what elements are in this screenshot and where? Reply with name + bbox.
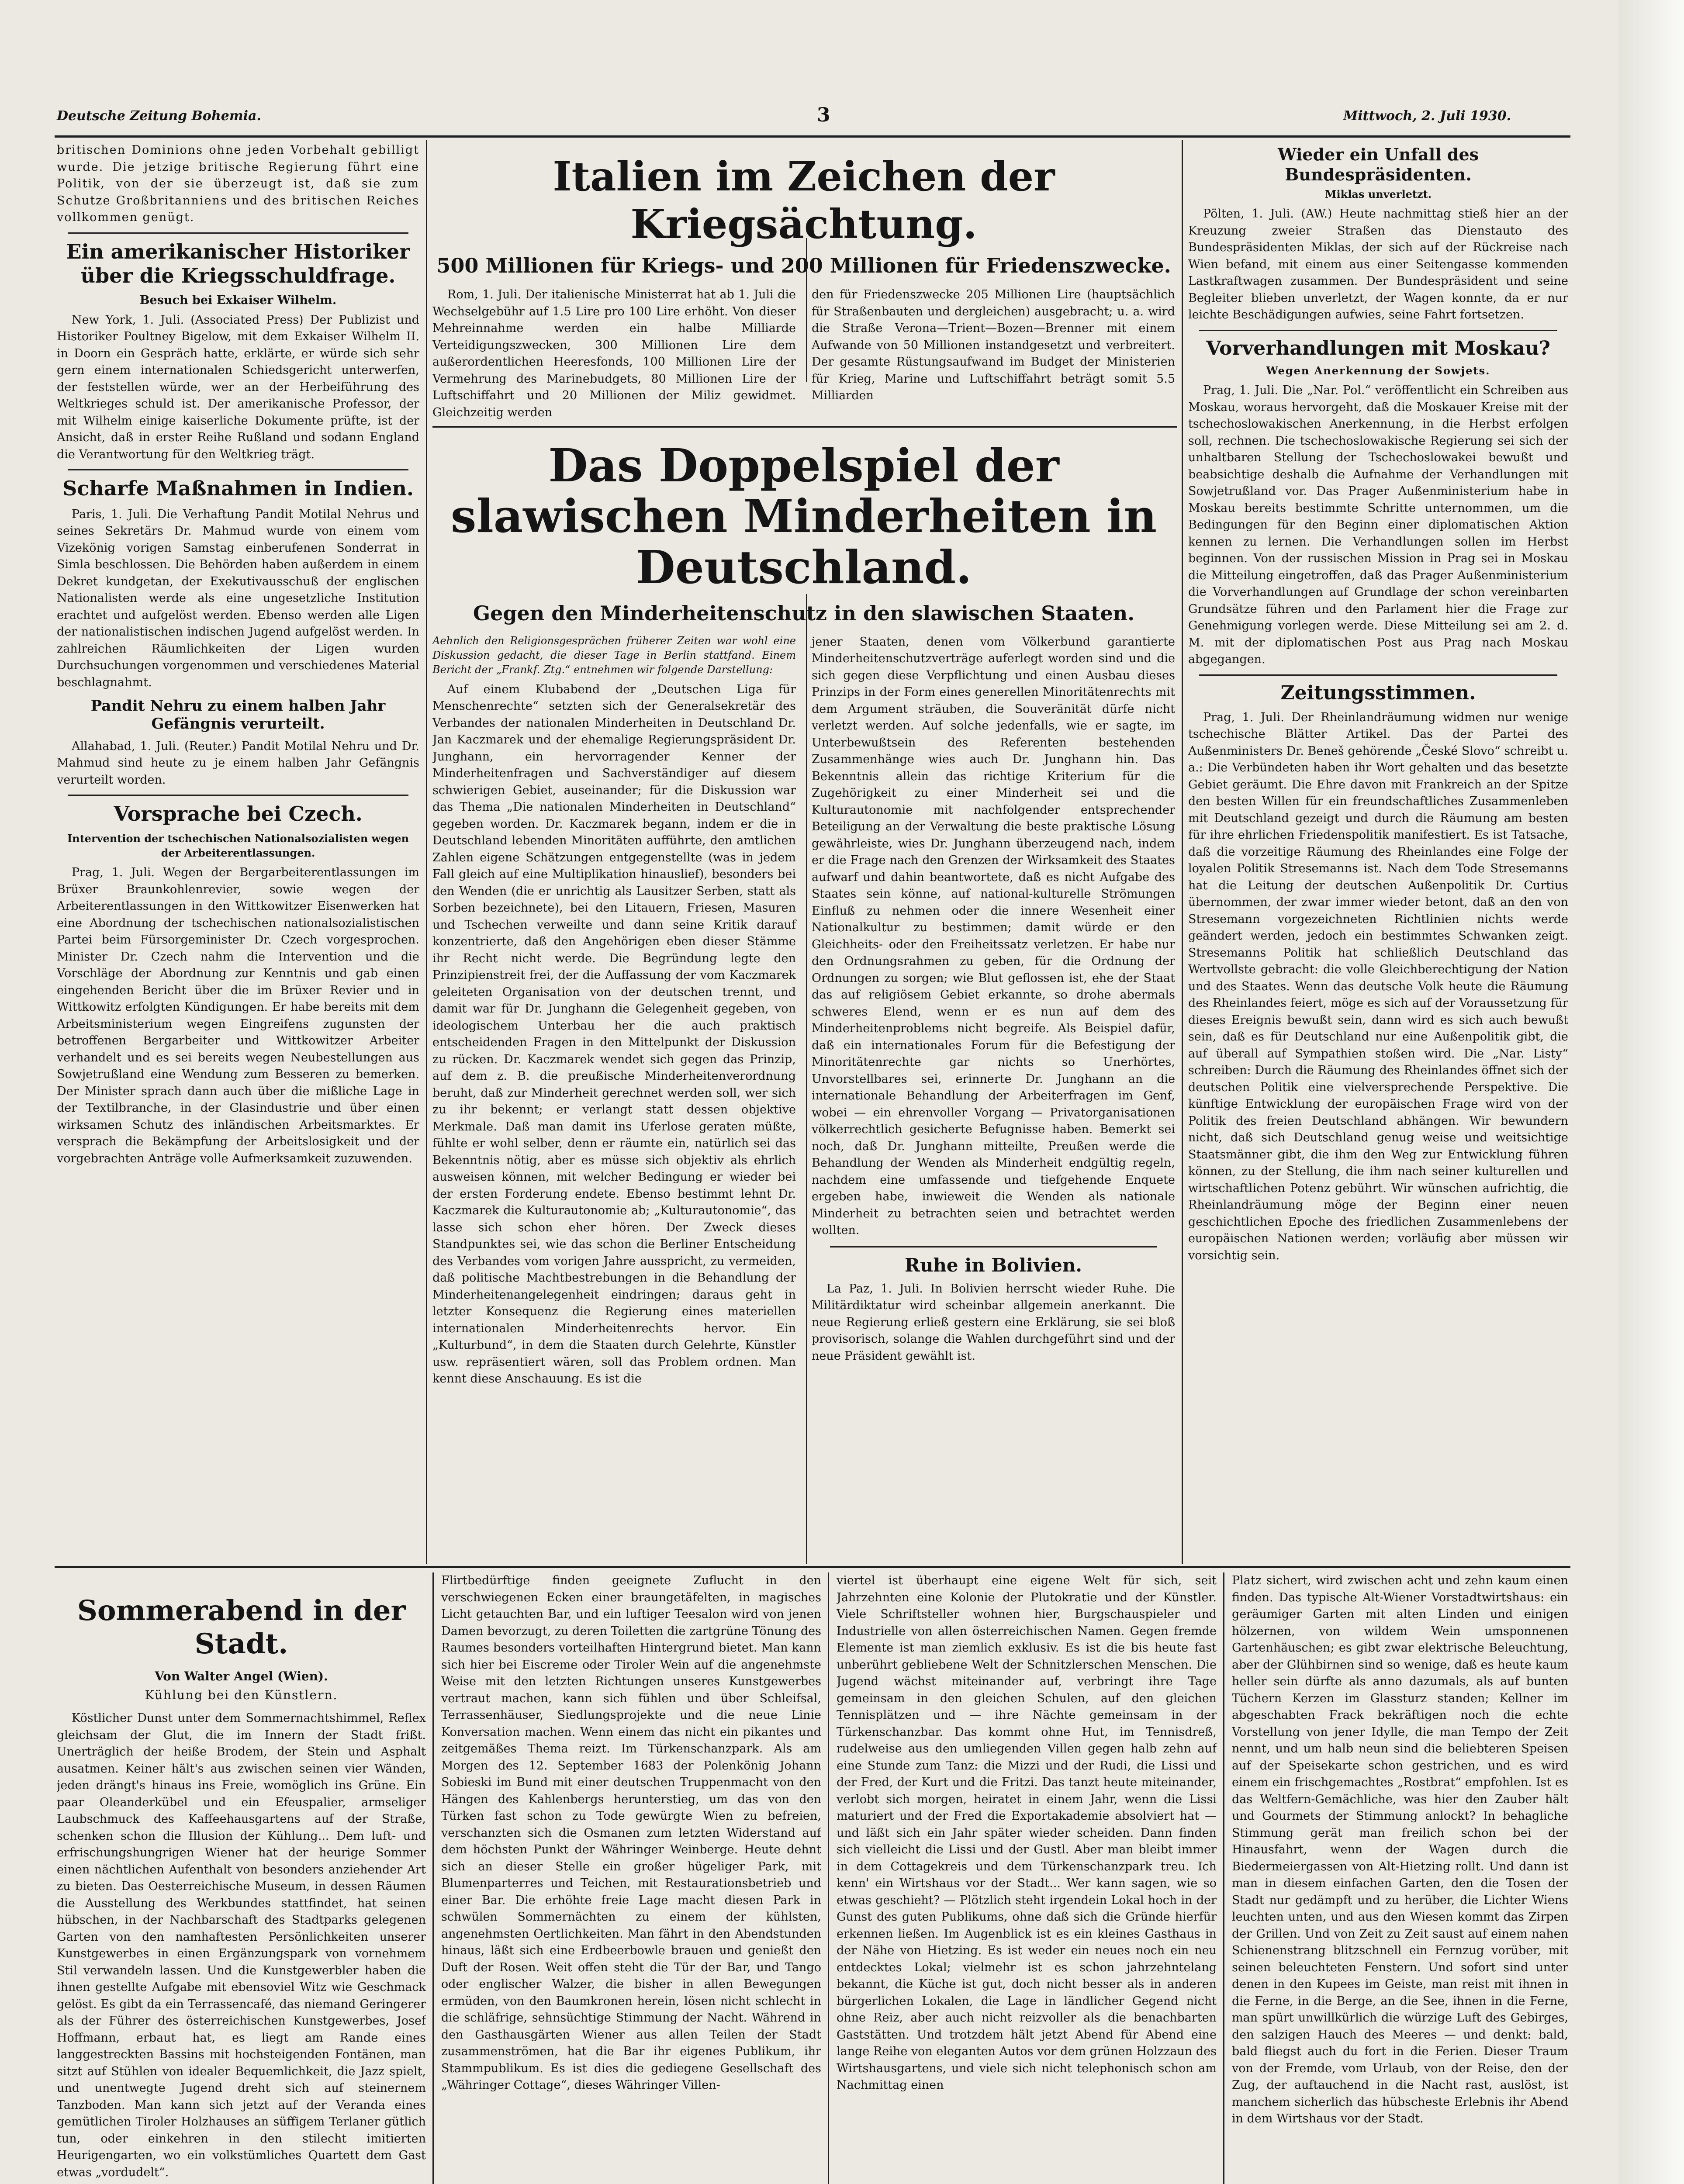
- slavic-text-right: jener Staaten, denen vom Völkerbund garantierte Minderheitenschutzverträge auferlegt worden sind und die sich gegen diese Verpflichtung und einen Ausbau dieses Prinzips in der Form eines generellen Minoritätenrechts mit dem Argument sträuben, die Souveränität dürfe nicht verletzt werden. Auf solche jedenfalls, wie er sagte, im Unterbewußtsein des Referenten bestehenden Zusammenhänge wies auch Dr. Junghann hin. Das Bekenntnis allein das richtige Kriterium für die Zugehörigkeit zu einer Minderheit sei und die Kulturautonomie mit nachfolgender entsprechender Beteiligung an der Verwaltung die beste praktische Lösung gewährleiste, wies Dr. Junghann überzeugend nach, indem er die Frage nach den Grenzen der Wirksamkeit des Staates aufwarf und dahin beantwortete, daß es nicht Aufgabe des Staates sein könne, auf national-kulturelle Strömungen Einfluß zu nehmen oder die innere Wesenheit einer Nationalkultur zu bestimmen; damit würde er den Gleichheits- oder den Freiheitssatz verletzen. Er habe nur den Ordnungsrahmen zu geben, für die Ordnung der Ordnungen zu sorgen; wie Blut geflossen ist, ehe der Staat das auf religiösem Gebiet erkannte, so drohe abermals schweres Elend, wenn er es nun auf dem des Minderheitenproblems nicht begreife. Als Beispiel dafür, daß ein internationales Forum für die Befestigung der Minoritätenrechte gar nichts so Unerhörtes, Unvorstellbares sei, erinnerte Dr. Junghann an die internationale Behandlung der Arbeiterfragen im Genf, wobei — ein ehrenvoller Vorgang — Privatorganisationen völkerrechtlich gesicherte Befugnisse haben. Bemerkt sei noch, daß Dr. Junghann mitteilte, Preußen werde die Behandlung der Wenden als Minderheit endgültig regeln, nachdem eine umfassende und tiefgehende Enquete ergeben habe, inwieweit die Wenden als nationale Minderheit zu betrachten seien und betrachtet werden wollten.: [812, 635, 1175, 1237]
- feuilleton-text-4: Platz sichert, wird zwischen acht und zehn kaum einen finden. Das typische Alt-Wiener Vorstadtwirtshaus: ein geräumiger Garten mit alten Linden und einigen hölzernen, von wildem Wein umsponnenen Gartenhäuschen; es gibt zwar elektrische Beleuchtung, aber der Glühbirnen sind so wenige, daß es heute kaum heller sein dürfte als anno dazumals, als auf bunten Tüchern Kerzen im Glassturz standen; Kellner im abgeschabten Frack bekräftigen noch die echte Vorstellung von jener Idylle, die man Tempo der Zeit nennt, und um halb neun sind die beliebteren Speisen auf der Speisekarte schon gestrichen, und es wird einem ein frischgemachtes „Rostbrat“ empfohlen. Ist es das Weltfern-Gemächliche, was hier den Zauber hält und Gourmets der Stimmung anlockt? In behagliche Stimmung gerät man freilich schon bei der Hinausfahrt, wenn der Wagen durch die Biedermeiergassen von Alt-Hietzing rollt. Und dann ist man in diesem einfachen Garten, den die Tosen der Stadt nur gedämpft und zu herüber, die Lichter Wiens leuchten unten, und aus den Wiesen kommt das Zirpen der Grillen. Und von Zeit zu Zeit saust auf einem nahen Schienenstrang blitzschnell ein Fernzug vorüber, mit seinen beleuchteten Fenstern. Und sofort sind unter denen in den Kupees im Geiste, man reist mit ihnen in die Ferne, in die Berge, an die See, ihnen in die Ferne, man spürt unwillkürlich die würzige Luft des Gebirges, den salzigen Hauch des Meeres — und denkt: bald, bald fliegst auch du fort in die Ferien. Dieser Traum von der Fremde, vom Urlaub, von der Reise, den der Zug, der auftauchend in die Nacht rast, auslöst, ist manchem sicherlich das hübscheste Erlebnis ihr Abend in dem Wirtshaus vor der Stadt.: [1232, 1574, 1568, 2125]
- column-rule: [1182, 140, 1183, 1564]
- feuilleton-title: Sommerabend in der Stadt.: [77, 1594, 406, 1660]
- headline-nehru: Pandit Nehru zu einem halben Jahr Gefängnis verurteilt.: [90, 697, 386, 733]
- separator: [68, 795, 408, 796]
- separator: [68, 469, 408, 470]
- feuilleton-author: Von Walter Angel (Wien).: [155, 1669, 328, 1684]
- article-bolivia: La Paz, 1. Juli. In Bolivien herrscht wieder Ruhe. Die Militärdiktatur wird scheinbar allgemein anerkannt. Die neue Regierung erließ gestern eine Erklärung, sie sei bloß provisorisch, solange die Wahlen durchgeführt sind und der neue Präsident gewählt ist.: [812, 1282, 1175, 1363]
- article-press-voices: Prag, 1. Juli. Der Rheinlandräumung widmen nur wenige tschechische Blätter Artikel. Das der Partei des Außenministers Dr. Beneš gehörende „České Slovo“ schreibt u. a.: Die Verbündeten haben ihr Wort gehalten und das besetzte Gebiet geräumt. Die Ehre davon mit Frankreich an der Spitze den besten Willen für ein freundschaftliches Zusammenleben mit Deutschland gezeigt und durch die Räumung am besten für ihre ehrlichen Friedenspolitik manifestiert. Es ist Tatsache, daß die vorzeitige Räumung des Rheinlandes eine Folge der loyalen Politik Stresemanns ist. Nach dem Tode Stresemanns hat die Leitung der deutschen Außenpolitik Dr. Curtius übernommen, der zwar immer wieder betont, daß an den von Stresemann vorgezeichneten Richtlinien nichts werde geändert werden, jedoch ein bestimmtes Schwanken zeigt. Stresemanns Politik hat schließlich Deutschland das Wertvollste gebracht: die volle Gleichberechtigung der Nation und des Staates. Wenn das deutsche Volk heute die Räumung des Rheinlandes feiert, möge es sich auf der Voraussetzung für dieses Ereignis bewußt sein, dann wird es sich auch bewußt sein, daß es für Deutschland nur eine Außenpolitik gibt, die auf überall auf Sympathien stoßen wird. Die „Nar. Listy“ schreiben: Durch die Räumung des Rheinlandes öffnet sich der deutschen Politik eine vielversprechende Perspektive. Die künftige Entwicklung der europäischen Frage wird von der Politik des freien Deutschland abhängen. Wir bewundern nicht, daß sich Deutschland genug weise und weitsichtige Staatsmänner gibt, die ihm den Weg zur Entwicklung führen können, zu der Stellung, die ihm nach seiner kulturellen und wirtschaftlichen Potenz gebührt. Wir wünschen aufrichtig, die Rheinlandräumung möge der Beginn einer neuen geschichtlichen Epoche des friedlichen Zusammenlebens der europäischen Nationen werden; vorläufig aber müssen wir vorsichtig sein.: [1188, 710, 1568, 1262]
- column-rule: [1223, 1572, 1224, 2184]
- headline-historian: Ein amerikanischer Historiker über die Kriegsschuldfrage.: [66, 239, 410, 287]
- page-number: 3: [817, 104, 830, 126]
- italy-columns: [432, 287, 1175, 425]
- column-rule: [828, 1572, 829, 2184]
- feuilleton-subtitle: Kühlung bei den Künstlern.: [145, 1688, 338, 1703]
- slavic-right-column: [812, 634, 1175, 1391]
- slavic-columns: [432, 634, 1175, 1391]
- subhead-accident: Miklas unverletzt.: [1324, 188, 1432, 201]
- slavic-text-left: Auf einem Klubabend der „Deutschen Liga für Menschenrechte“ setzten sich der Generalsekretär des Verbandes der nationalen Minderheiten in Deutschland Dr. Jan Kaczmarek und der ehemalige Regierungspräsident Dr. Junghann, ein hervorragender Kenner der Minderheitenfragen und Sachverständiger auf diesem schwierigen Gebiet, auseinander; für die Diskussion war das Thema „Die nationalen Minderheiten in Deutschland“ gegeben worden. Dr. Kaczmarek begann, indem er die in Deutschland lebenden Minoritäten aufführte, den amtlichen Zahlen eigene Schätzungen entgegenstellte (was in jedem Fall gleich auf eine Multiplikation hinauslief), besonders bei den Wenden (die er unrichtig als Lausitzer Serben, statt als Sorben bezeichnete), bei den Litauern, Friesen, Masuren und Tschechen verweilte und dann seine Kritik darauf konzentrierte, daß den Angehörigen eben dieser Stämme ihr Recht nicht werde. Die Begründung legte den Prinzipienstreit frei, der die Auffassung der vom Kaczmarek geleiteten Organisation von der deutschen trennt, und damit war für Dr. Junghann die Gelegenheit gegeben, von ideologischem Unterbau her die auch praktisch entscheidenden Fragen in den Mittelpunkt der Diskussion zu rücken. Dr. Kaczmarek wendet sich gegen das Prinzip, auf dem z. B. die preußische Minderheitenverordnung beruht, daß zur Minderheit gerechnet werden soll, wer sich zu ihr bekennt; er verlangt statt dessen objektive Merkmale. Daß man damit ins Uferlose geraten müßte, fühlte er wohl selber, denn er räumte ein, natürlich sei das Bekenntnis nötig, aber es müsse sich objektiv als ehrlich ausweisen können, mit welcher Bedingung er wieder bei der ersten Forderung endete. Ebenso bestimmt lehnt Dr. Kaczmarek die Kulturautonomie ab; „Kulturautonomie“, das lasse sich schon eher hören. Der Zweck dieses Standpunktes sei, wie das schon die Berliner Entscheidung des Verbandes vom vorigen Jahre ausspricht, zu vermeiden, daß politische Machtbestrebungen in die Behandlung der Minderheitenangelegenheit eindringen; daraus geht in letzter Konsequenz die Regierung eines materiellen internationalen Minderheitenrechts hervor. Ein „Kulturbund“, in dem die Staaten durch Gelehrte, Künstler usw. repräsentiert wären, soll das Problem ordnen. Man kennt diese Anschauung. Es ist die: [432, 682, 796, 1386]
- subhead-moscow: Wegen Anerkennung der Sowjets.: [1266, 364, 1490, 377]
- column-left: [57, 142, 419, 1564]
- masthead-paper-name: Deutsche Zeitung Bohemia.: [57, 108, 261, 124]
- article-slavic-minorities: [432, 432, 1175, 1564]
- column-rule: [426, 140, 427, 1564]
- feuilleton-column-4: [1232, 1572, 1568, 2184]
- masthead-date: Mittwoch, 2. Juli 1930.: [1343, 108, 1511, 124]
- article-continuation: britischen Dominions ohne jeden Vorbehalt gebilligt wurde. Die jetzige britische Regierung führt eine Politik, von der sie überzeugt ist, daß sie zum Schutze Großbritanniens und des britischen Reiches vollkommen genügt.: [57, 143, 419, 224]
- feuilleton-column-3: [837, 1572, 1217, 2184]
- subhead-slavic: Gegen den Minderheitenschutz in den slawischen Staaten.: [473, 601, 1135, 625]
- separator: [830, 1246, 1157, 1248]
- article-italy: [432, 142, 1175, 448]
- article-india: Paris, 1. Juli. Die Verhaftung Pandit Motilal Nehrus und seines Sekretärs Dr. Mahmud wurde von einem vom Vizekönig vorigen Samstag einberufenen Sonderrat in Simla beschlossen. Die Behörden haben außerdem in einem Dekret kundgetan, der Exekutivausschuß der englischen Nationalisten werde als eine ungesetzliche Institution erachtet und aufgelöst werden. Ebenso werden alle Ligen der nationalistischen indischen Jugend aufgelöst werden. In zahlreichen Räumlichkeiten der Ligen wurden Durchsuchungen vorgenommen und verschiedenes Material beschlagnahmt.: [57, 507, 419, 689]
- feuilleton-rule: [55, 1566, 1570, 1568]
- headline-bolivia: Ruhe in Bolivien.: [904, 1254, 1082, 1276]
- headline-moscow: Vorverhandlungen mit Moskau?: [1206, 337, 1550, 359]
- separator: [432, 426, 1177, 428]
- headline-czech: Vorsprache bei Czech.: [114, 802, 363, 826]
- italy-text-right: den für Friedenszwecke 205 Millionen Lire (hauptsächlich für Straßenbauten und dergleichen) ausgebracht; u. a. wird die Straße Verona—Trient—Bozen—Brenner mit einem Aufwande von 50 Millionen instandgesetzt und verbreitert. Der gesamte Rüstungsaufwand im Budget der Ministerien für Krieg, Marine und Luftschiffahrt beträgt somit 5.5 Milliarden: [812, 288, 1175, 403]
- article-accident: Pölten, 1. Juli. (AW.) Heute nachmittag stieß hier an der Kreuzung zweier Straßen das Dienstauto des Bundespräsidenten Miklas, der sich auf der Rückreise nach Wien befand, mit einem aus einer Seitengasse kommenden Lastkraftwagen zusammen. Der Bundespräsident und seine Begleiter blieben unverletzt, der Wagen konnte, da er nur leichte Beschädigungen aufwies, seine Fahrt fortsetzen.: [1188, 207, 1568, 322]
- article-moscow: Prag, 1. Juli. Die „Nar. Pol.“ veröffentlicht ein Schreiben aus Moskau, woraus hervorgeht, daß die Moskauer Kreise mit der tschechoslowakischen Anerkennung, in die Herbst erfolgen soll, rechnen. Die tschechoslowakische Regierung sei sich der unhaltbaren Stellung der Tschechoslowakei bewußt und beabsichtige deshalb die Aufnahme der Verhandlungen mit Sowjetrußland vor. Das Prager Außenministerium habe in Moskau bereits bestimmte Schritte unternommen, um die Bedingungen für den Beginn einer diplomatischen Aktion kennen zu lernen. Die Verhandlungen sollen im Herbst beginnen. Von der russischen Mission in Prag sei in Moskau die Mitteilung eingetroffen, daß das Prager Außenministerium die Vorverhandlungen auf Grundlage der schon vereinbarten Grundsätze führen und den Parlament hier die Frage zur Genehmigung vorlegen werde. Diese Mitteilung sei am 2. d. M. mit der diplomatischen Post aus Prag nach Moskau abgegangen.: [1188, 384, 1568, 667]
- headline-italy: Italien im Zeichen der Kriegsächtung.: [553, 153, 1055, 248]
- feuilleton-column-2: [441, 1572, 821, 2184]
- column-right: [1188, 142, 1568, 1564]
- separator: [1199, 674, 1557, 676]
- article-historian: New York, 1. Juli. (Associated Press) Der Publizist und Historiker Poultney Bigelow, mit dem Exkaiser Wilhelm II. in Doorn ein Gespräch hatte, erklärte, er würde sich sehr gern einem internationalen Schiedsgericht unterwerfen, der feststellen würde, wer an der Herbeiführung des Weltkrieges schuld ist. Der amerikanische Professor, der mit Wilhelm einige kaiserliche Dokumente prüfte, ist der Ansicht, daß in erster Reihe Rußland und sodann England die Verantwortung für den Weltkrieg trägt.: [57, 313, 419, 461]
- feuilleton-text-1: Köstlicher Dunst unter dem Sommernachtshimmel, Reflex gleichsam der Glut, die im Innern der Stadt frißt. Unerträglich der heiße Brodem, der Stein und Asphalt ausatmen. Keiner hält's aus zwischen seinen vier Wänden, jeden drängt's hinaus ins Freie, womöglich ins Grüne. Ein paar Oleanderkübel und ein Efeuspalier, armseliger Laubschmuck des Kaffeehausgartens auf der Straße, schenken schon die Illusion der Kühlung... Dem luft- und erfrischungshungrigen Wiener hat der heurige Sommer einen nächtlichen Aufenthalt von besonders anziehender Art zu bieten. Das Oesterreichische Museum, in dessen Räumen die Ausstellung des Werkbundes stattfindet, hat seinen hübschen, in der Nachbarschaft des Stadtparks gelegenen Garten von den namhaftesten Persönlichkeiten unserer Kunstgewerbes in einen Ergänzungspark von vornehmem Stil verwandeln lassen. Und die Kunstgewerbler haben die ihnen gestellte Aufgabe mit ebensoviel Witz wie Geschmack gelöst. Es gibt da ein Terrassencafé, das niemand Geringerer als der Führer des österreichischen Kunstgewerbes, Josef Hoffmann, erbaut hat, es liegt am Rande eines langgestreckten Bassins mit hochsteigenden Fontänen, man sitzt auf Stühlen von idealer Bequemlichkeit, die Jazz spielt, und unentwegte Jugend dreht sich auf steinernem Tanzboden. Man kann sich jetzt auf der Veranda eines gemütlichen Tiroler Holzhauses an süffigem Terlaner gütlich tun, oder einkehren in den stilecht imitierten Heurigengarten, wo ein volkstümliches Quartett dem Gast etwas „vordudelt“.: [57, 1711, 426, 2179]
- scan-margin: [1618, 0, 1684, 2184]
- headline-press-voices: Zeitungsstimmen.: [1280, 681, 1476, 704]
- article-nehru: Allahabad, 1. Juli. (Reuter.) Pandit Motilal Nehru und Dr. Mahmud sind heute zu je einem halben Jahr Gefängnis verurteilt worden.: [57, 739, 419, 787]
- separator: [1199, 330, 1557, 331]
- feuilleton-text-2: Flirtbedürftige finden geeignete Zuflucht in den verschwiegenen Ecken einer braungetäfelten, in magisches Licht getauchten Bar, und ein luftiger Teesalon wird von jenen Damen bevorzugt, zu deren Toiletten die zartgrüne Tönung des Raumes besonders vorteilhaften Hintergrund bietet. Man kann sich hier bei Eiscreme oder Tiroler Wein auf die angenehmste Weise mit den letzten Richtungen unseres Kunstgewerbes vertraut machen, kann sich fühlen und über Schleifsal, Terrassenhäuser, Siedlungsprojekte und die neue Linie Konversation machen. Wenn einem das nicht ein pikantes und zeitgemäßes Thema reizt. Im Türkenschanzpark. Als am Morgen des 12. September 1683 der Polenkönig Johann Sobieski im Bund mit einer deutschen Truppenmacht von den Hängen des Kahlenbergs herunterstieg, um das von den Türken fast schon zu Tode gewürgte Wien zu befreien, verschanzten sich die Osmanen zum letzten Widerstand auf dem höchsten Punkt der Währinger Weinberge. Heute dehnt sich an dieser Stelle ein großer hügeliger Park, mit Blumenparterres und Teichen, mit Restaurationsbetrieb und einer Bar. Die erhöhte freie Lage macht diesen Park in schwülen Sommernächten zu einem der kühlsten, angenehmsten Oertlichkeiten. Man fährt in den Abendstunden hinaus, läßt sich eine Erdbeerbowle brauen und genießt den Duft der Rosen. Weit offen steht die Tür der Bar, und Tango oder englischer Walzer, die bisher in allen Bewegungen ermüden, von den Baumkronen herein, lösen nicht schlecht in die schläfrige, sehnsüchtige Stimmung der Nacht. Während in den Gasthausgärten Wiener aus allen Teilen der Stadt zusammenströmen, hat die Bar ihr eigenes Publikum, ihr Stammpublikum. Es ist dies die gediegene Gesellschaft des „Währinger Cottage“, dieses Währinger Villen-: [441, 1574, 821, 2092]
- subhead-historian: Besuch bei Exkaiser Wilhelm.: [139, 293, 337, 307]
- subhead-czech: Intervention der tschechischen Nationalsozialisten wegen der Arbeiterentlassungen.: [67, 832, 409, 860]
- masthead-rule: [55, 135, 1570, 138]
- column-rule: [432, 1572, 434, 2184]
- headline-india: Scharfe Maßnahmen in Indien.: [62, 477, 414, 501]
- feuilleton-column-1: [57, 1572, 426, 2184]
- separator: [68, 232, 408, 234]
- article-czech: Prag, 1. Juli. Wegen der Bergarbeiterentlassungen im Brüxer Braunkohlenrevier, sowie wegen der Arbeiterentlassungen in den Wittkowitzer Eisenwerken hat eine Abordnung der tschechischen nationalsozialistischen Partei beim Fürsorgeminister Dr. Czech vorgesprochen. Minister Dr. Czech nahm die Intervention und die Vorschläge der Abordnung zur Kenntnis und gab einen eingehenden Bericht über die im Brüxer Revier und in Wittkowitz erfolgten Kündigungen. Er habe bereits mit dem Arbeitsministerium wegen Eingreifens zugunsten der betroffenen Bergarbeiter und Wittkowitzer Arbeiter verhandelt und es sei bereits wegen Neubestellungen aus Sowjetrußland eine Wendung zum Besseren zu bemerken. Der Minister sprach dann auch über die mißliche Lage in der Textilbranche, in der Glasindustrie und über einen wirksamen Schutz des inländischen Arbeitsmarktes. Er versprach die Bekämpfung der Arbeitslosigkeit und der vorgebrachten Anträge volle Aufmerksamkeit zuzuwenden.: [57, 866, 419, 1165]
- subhead-italy: 500 Millionen für Kriegs- und 200 Millionen für Friedenszwecke.: [436, 254, 1171, 278]
- slavic-left-column: [432, 634, 796, 1391]
- headline-accident: Wieder ein Unfall des Bundespräsidenten.: [1277, 145, 1479, 184]
- italy-text-left: Rom, 1. Juli. Der italienische Ministerrat hat ab 1. Juli die Wechselgebühr auf 1.5 Lire pro 100 Lire erhöht. Von dieser Mehreinnahme werden ein halbe Milliarde Verteidigungszwecken, 300 Millionen Lire dem außerordentlichen Heeresfonds, 100 Millionen Lire der Vermehrung des Marinebudgets, 80 Millionen Lire der Luftschiffahrt und 20 Millionen der Miliz gewidmet. Gleichzeitig werden: [432, 288, 796, 419]
- slavic-intro-note: Aehnlich den Religionsgesprächen früherer Zeiten war wohl eine Diskussion gedacht, die dieser Tage in Berlin stattfand. Einem Bericht der „Frankf. Ztg.“ entnehmen wir folgende Darstellung:: [432, 634, 796, 676]
- feuilleton-text-3: viertel ist überhaupt eine eigene Welt für sich, seit Jahrzehnten eine Kolonie der Plutokratie und der Künstler. Viele Schriftsteller wohnen hier, Burgschauspieler und Industrielle von allen österreichischen Namen. Gegen fremde Elemente ist man ziemlich exklusiv. Es ist die bis heute fast unberührt gebliebene Welt der Schnitzlerschen Menschen. Die Jugend wächst miteinander auf, verbringt ihre Tage gemeinsam in den gleichen Schulen, auf den gleichen Tennisplätzen und — ihre Nächte gemeinsam in der Türkenschanzbar. Das kommt ohne Hut, im Tennisdreß, rudelweise aus den umliegenden Villen gegen halb zehn auf eine Stunde zum Tanz: die Mizzi und der Rudi, die Lissi und der Fred, der Kurt und die Fritzi. Das tanzt heute miteinander, verlobt sich morgen, heiratet in einem Jahr, wenn die Lissi maturiert und der Fred die Exportakademie absolviert hat — und läßt sich ein Jahr später wieder scheiden. Dann finden sich vielleicht die Lissi und der Gustl. Aber man bleibt immer in dem Cottagekreis und dem Türkenschanzpark treu. Ich kenn' ein Wirtshaus vor der Stadt... Wer kann sagen, wie so etwas geschieht? — Plötzlich steht irgendein Lokal hoch in der Gunst des guten Publikums, ohne daß sich die Gründe hierfür erkennen ließen. Im Augenblick ist es ein kleines Gasthaus in der Nähe von Hietzing. Es ist weder ein neues noch ein neu entdecktes Lokal; vielmehr ist es schon jahrzehntelang bekannt, die Küche ist gut, doch nicht besser als in anderen bürgerlichen Lokalen, die Lage in ländlicher Gegend nicht ohne Reiz, aber auch nicht reizvoller als die benachbarten Gaststätten. Und trotzdem hält jetzt Abend für Abend eine lange Reihe von eleganten Autos vor dem grünen Holzzaun des Wirtshausgartens, und viele sich nicht telephonisch schon am Nachmittag einen: [837, 1574, 1217, 2092]
- headline-slavic: Das Doppelspiel der slawischen Minderheiten in Deutschland.: [450, 439, 1157, 594]
